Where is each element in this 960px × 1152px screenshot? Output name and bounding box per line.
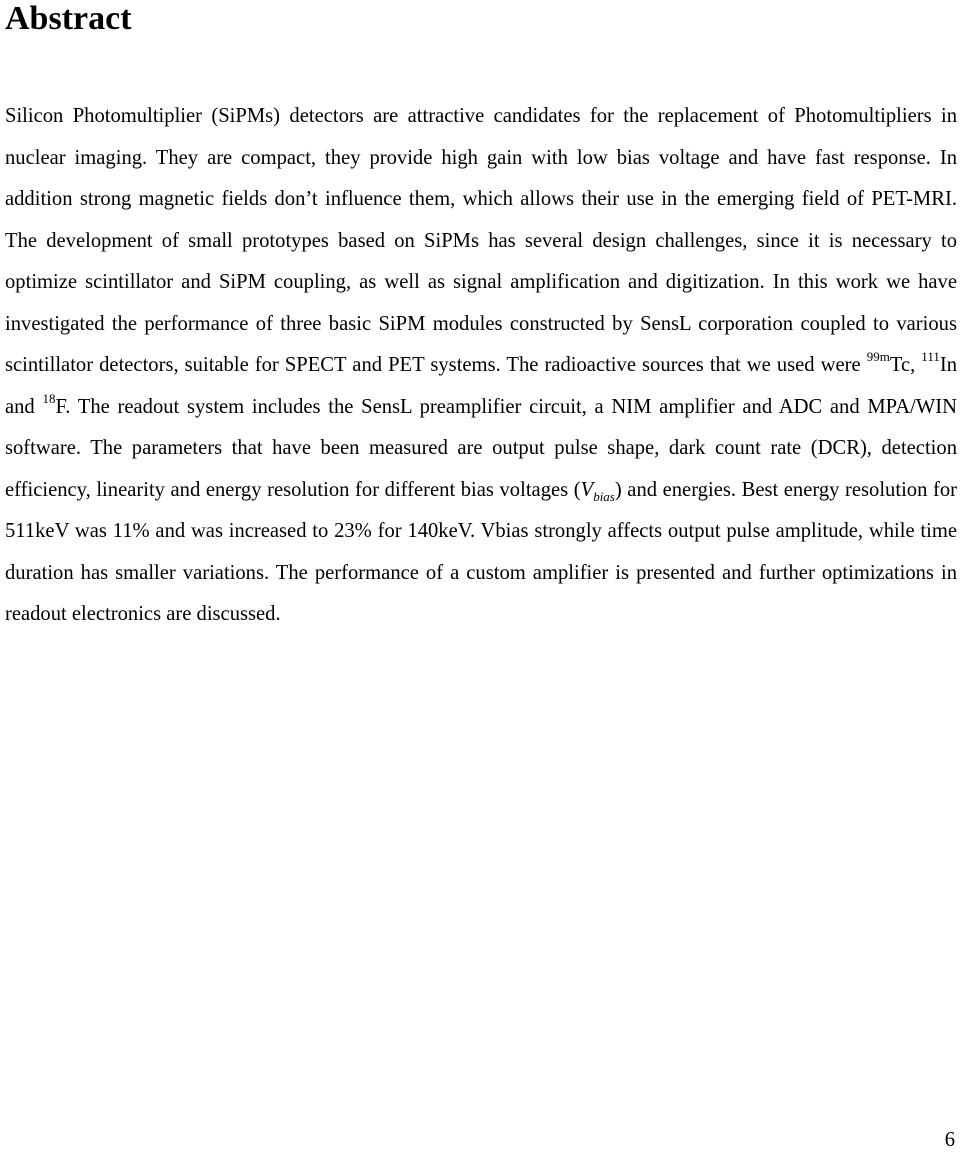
abstract-paragraph (5, 96, 957, 636)
isotope-in-mass-number: 111 (921, 349, 940, 365)
abstract-text-part3: ) and energies. Best energy resolution for 511keV was 11% and was increased to 23% for 140keV. Vbias strongly affects output pulse amplitude, while time duration has smaller variations. The performance of a custom amplifier is presented and further optimizations in readout electronics are discussed. (5, 478, 957, 625)
isotope-in-symbol: In and (5, 354, 957, 418)
isotope-tc-mass-number: 99m (866, 349, 890, 365)
abstract-text-part1: Silicon Photomultiplier (SiPMs) detectors are attractive candidates for the replacement of Photomultipliers in nuclear imaging. They are compact, they provide high gain with low bias voltage and have fast response. In addition strong magnetic fields don’t influence them, which allows their use in the emerging field of PET-MRI. The development of small prototypes based on SiPMs has several design challenges, since it is necessary to optimize scintillator and SiPM coupling, as well as signal amplification and digitization. In this work we have investigated the performance of three basic SiPM modules constructed by SensL corporation coupled to various scintillator detectors, suitable for SPECT and PET systems. The radioactive sources that we used were (5, 105, 957, 376)
page-number: 6 (944, 1129, 955, 1151)
section-heading: Abstract (5, 0, 132, 37)
vbias-subscript: bias (593, 488, 615, 504)
abstract-text-part2: . The readout system includes the SensL preamplifier circuit, a NIM amplifier and ADC and MPA/WIN software. The parameters that have been measured are output pulse shape, dark count rate (DCR), detection efficiency, linearity and energy resolution for different bias voltages ( (5, 395, 957, 501)
isotope-tc-symbol: Tc, (889, 354, 922, 376)
isotope-f-mass-number: 18 (42, 390, 56, 406)
vbias-symbol: V (580, 478, 594, 501)
isotope-f-symbol: F (55, 395, 66, 418)
